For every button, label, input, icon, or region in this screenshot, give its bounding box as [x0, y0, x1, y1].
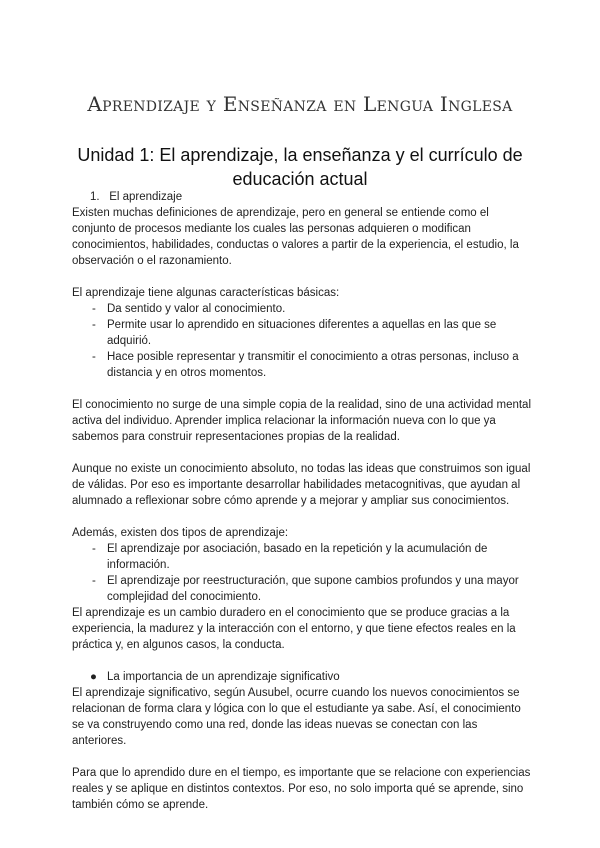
list-item: - Permite usar lo aprendido en situaciones diferentes a aquellas en las que se adquirió. — [72, 317, 532, 349]
ausubel-paragraph: El aprendizaje significativo, según Ausubel, ocurre cuando los nuevos conocimientos se relacionan de forma clara y lógica con lo que el estudiante ya sabe. Así, el conocimiento se va construyendo como una red, donde las ideas nuevas se conectan con las anteriores. — [72, 687, 521, 747]
list-item: - Da sentido y valor al conocimiento. — [72, 301, 532, 317]
list-item: - El aprendizaje por reestructuración, que supone cambios profundos y una mayor complejidad del conocimiento. — [72, 573, 532, 605]
absolute-paragraph: Aunque no existe un conocimiento absoluto, no todas las ideas que construimos son igual de válidas. Por eso es importante desarrollar habilidades metacognitivas, que ayudan al alumnado a reflexionar sobre cómo aprende y a mejorar y ampliar sus conocimientos. — [72, 463, 531, 507]
unit-title: Unidad 1: El aprendizaje, la enseñanza y el currículo de educación actual — [77, 145, 523, 189]
types-intro: Además, existen dos tipos de aprendizaje: — [72, 527, 289, 539]
durable-paragraph: Para que lo aprendido dure en el tiempo, es importante que se relacione con experiencias reales y se aplique en distintos contextos. Por eso, no solo importa qué se aprende, sino también cómo se aprende. — [72, 767, 531, 811]
bullet-icon: ● — [90, 671, 97, 683]
knowledge-paragraph: El conocimiento no surge de una simple copia de la realidad, sino de una actividad mental activa del individuo. Aprender implica relacionar la información nueva con lo que ya sabemos para construir representaciones propias de la realidad. — [72, 399, 532, 443]
intro-paragraph: Existen muchas definiciones de aprendizaje, pero en general se entiende como el conjunto de procesos mediante los cuales las personas adquieren o modifican conocimientos, habilidades, conductas o valores a partir de la experiencia, el estudio, la observación o el razonamiento. — [72, 207, 519, 267]
list-item: - El aprendizaje por asociación, basado en la repetición y la acumulación de información. — [72, 541, 532, 573]
characteristics-intro: El aprendizaje tiene algunas características básicas: — [72, 287, 340, 299]
change-paragraph: El aprendizaje es un cambio duradero en el conocimiento que se produce gracias a la experiencia, la madurez y la interacción con el entorno, y que tiene efectos reales en la práctica y, en algunos casos, la conducta. — [72, 607, 516, 651]
section-title: El aprendizaje — [109, 191, 183, 203]
subsection-heading — [72, 669, 532, 685]
list-item: - Hace posible representar y transmitir el conocimiento a otras personas, incluso a distancia y en otros momentos. — [72, 349, 532, 381]
types-list — [72, 541, 532, 605]
subsection-title: La importancia de un aprendizaje significativo — [107, 671, 340, 683]
document-title: Aprendizaje y Enseñanza en Lengua Inglesa — [87, 92, 513, 116]
characteristics-list — [72, 301, 532, 381]
document-body — [72, 189, 532, 813]
section-heading — [90, 189, 532, 205]
section-number: 1. — [90, 191, 100, 203]
